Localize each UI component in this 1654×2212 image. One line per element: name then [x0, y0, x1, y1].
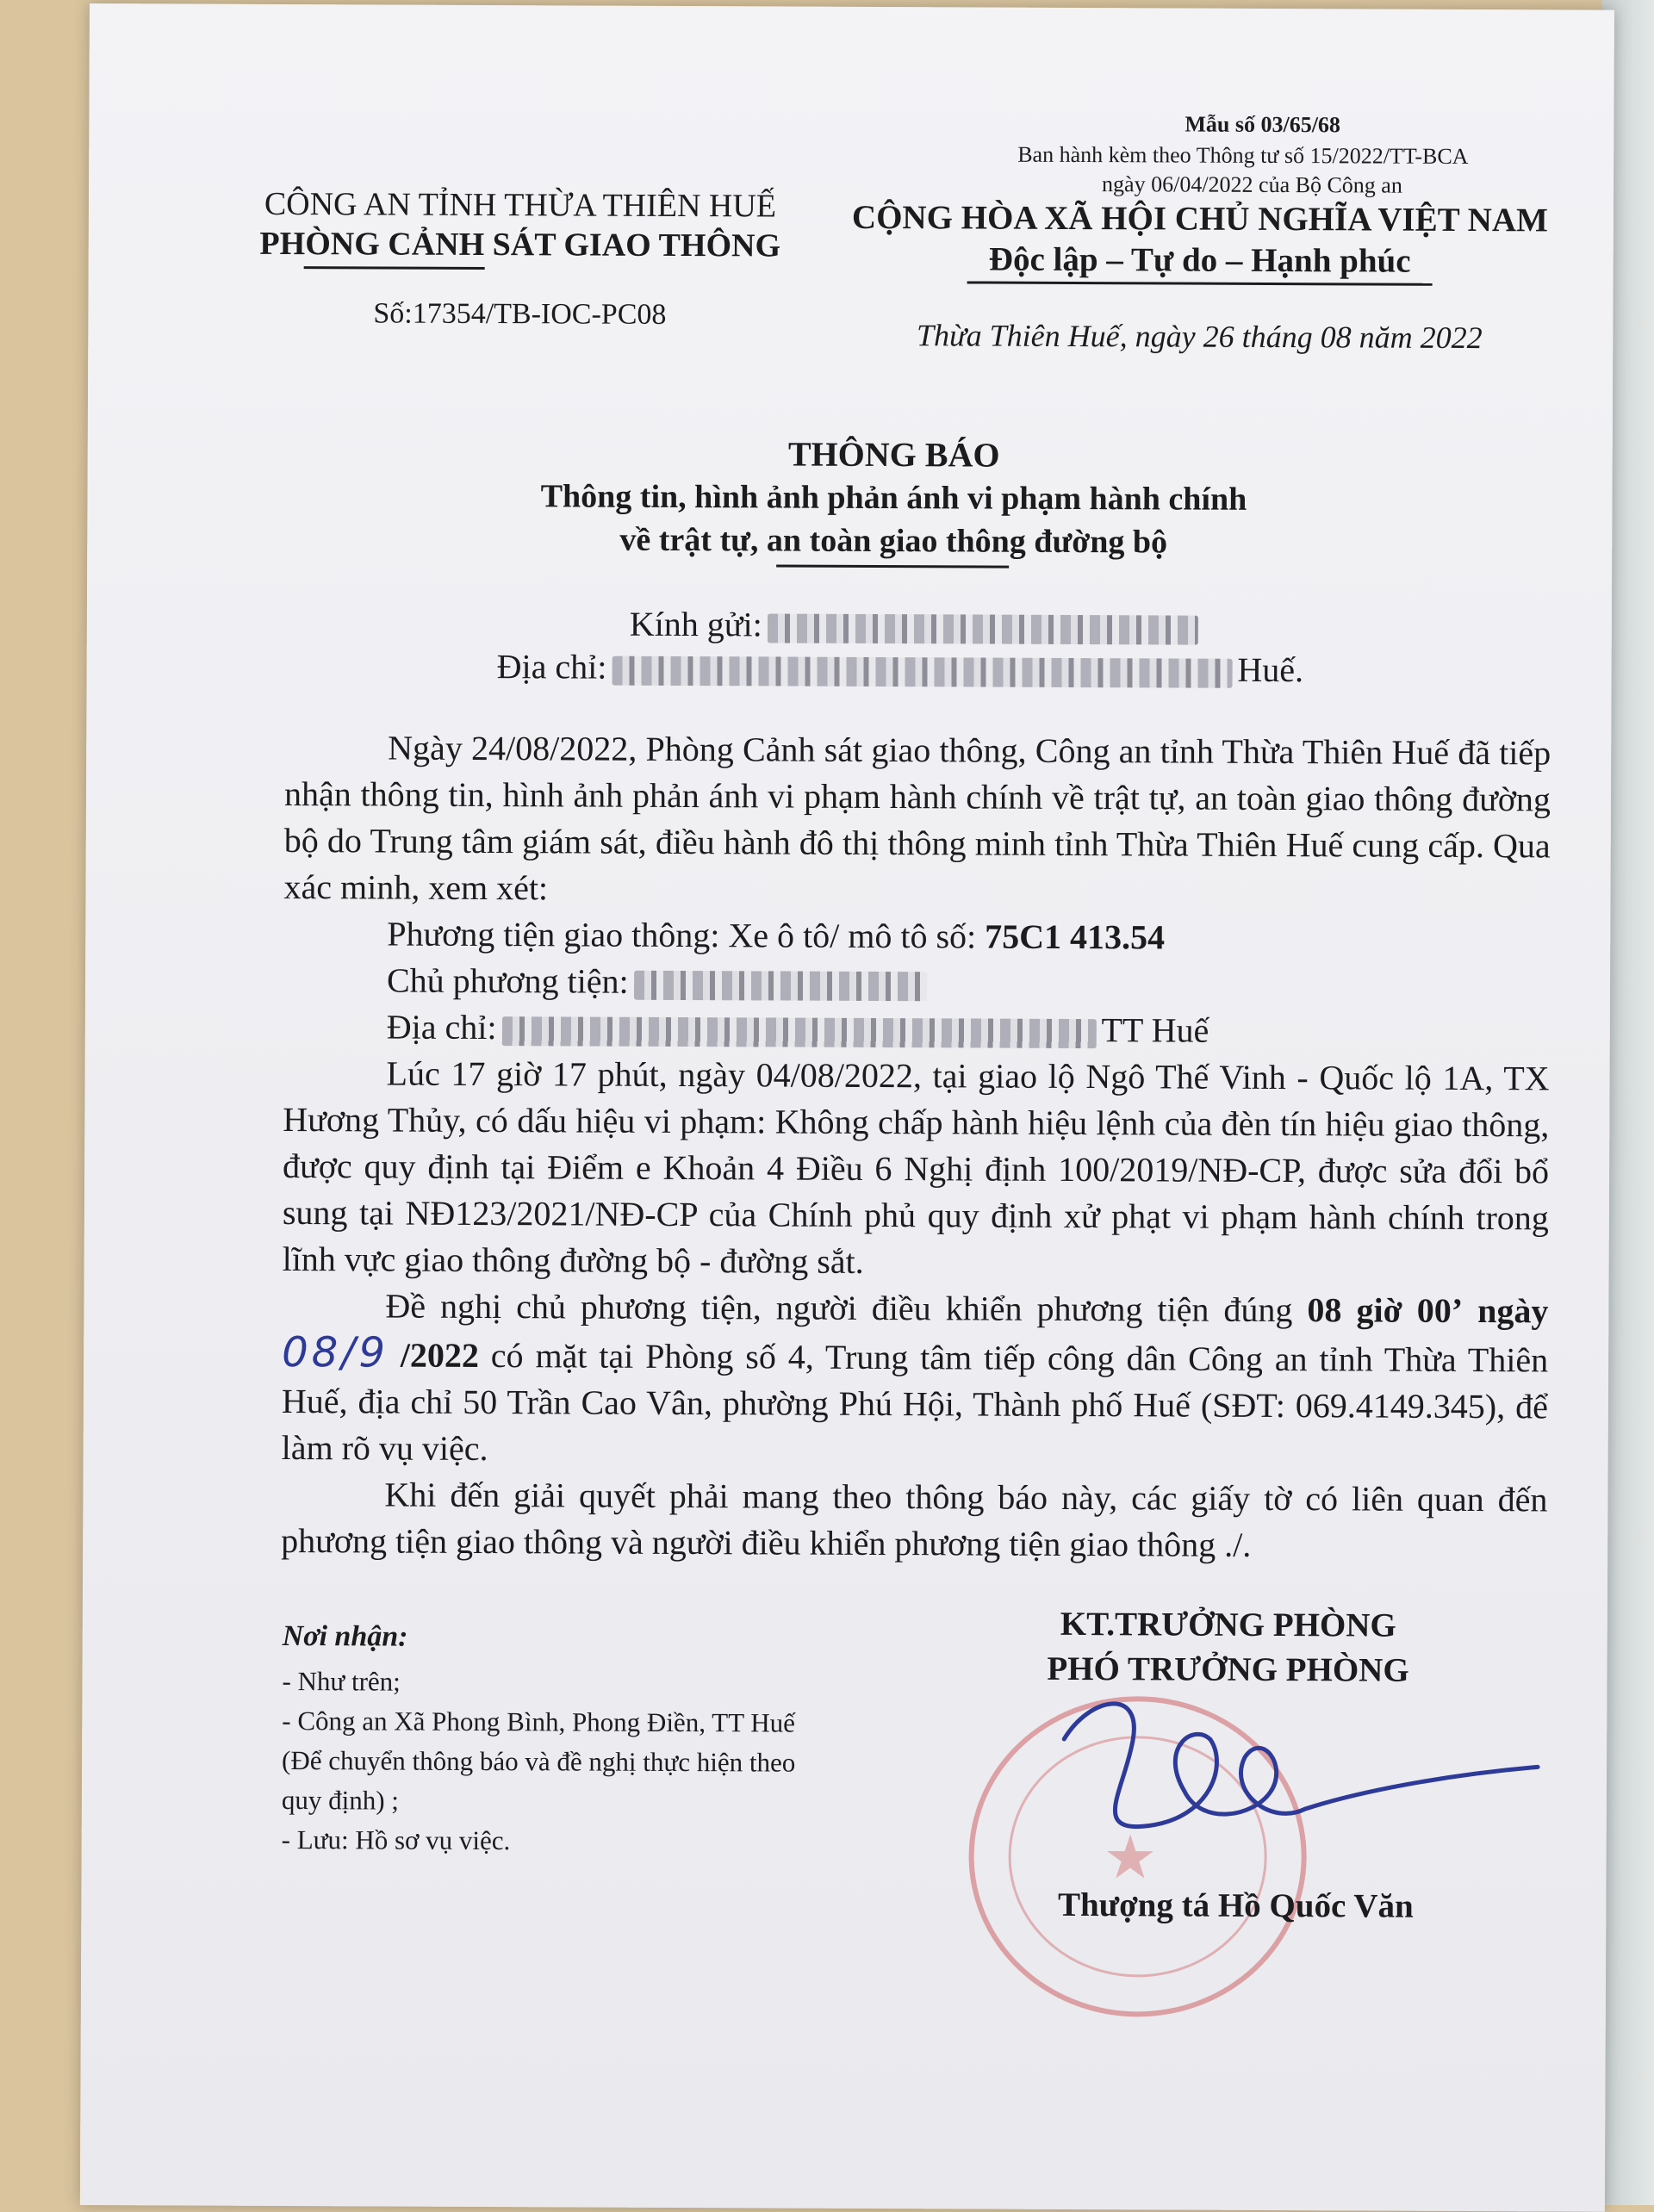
redacted-recipient-address — [612, 656, 1232, 687]
signature-role-2: PHÓ TRƯỞNG PHÒNG — [1047, 1650, 1409, 1689]
stamp-star-icon: ★ — [1103, 1822, 1158, 1893]
vehicle-label: Phương tiện giao thông: Xe ô tô/ mô tô số: — [387, 914, 977, 956]
handwritten-signature — [1012, 1662, 1564, 1871]
agency-parent: CÔNG AN TỈNH THỪA THIÊN HUẾ — [264, 185, 777, 225]
summons-day-label: ngày — [1477, 1291, 1549, 1331]
doc-number: Số:17354/TB-IOC-PC08 — [373, 297, 667, 331]
document-title: THÔNG BÁO — [787, 434, 1000, 475]
recipient-address-line — [497, 646, 1304, 690]
agency-name: PHÒNG CẢNH SÁT GIAO THÔNG — [259, 225, 781, 264]
nation-name: CỘNG HÒA XÃ HỘI CHỦ NGHĨA VIỆT NAM — [851, 198, 1548, 239]
owner-address-suffix: TT Huế — [1101, 1010, 1209, 1050]
owner-address-line — [283, 1003, 1550, 1055]
recipient-label: Kính gửi: — [629, 604, 762, 644]
nation-motto: Độc lập – Tự do – Hạnh phúc — [988, 240, 1411, 280]
form-number: Mẫu số 03/65/68 — [1185, 111, 1341, 138]
paragraph-summons — [282, 1283, 1549, 1476]
document-subtitle-1: Thông tin, hình ảnh phản ánh vi phạm hành chính — [540, 478, 1247, 518]
recipient-address-label: Địa chỉ: — [496, 647, 607, 687]
owner-label: Chủ phương tiện: — [386, 960, 629, 1001]
document-page — [80, 3, 1614, 2212]
recipients-list — [282, 1662, 796, 1862]
owner-line — [283, 957, 1550, 1009]
summons-time: 08 giờ 00’ — [1307, 1290, 1464, 1330]
redacted-owner-name — [634, 971, 927, 1001]
body-section — [281, 724, 1551, 1569]
agency-underline — [304, 266, 485, 270]
paragraph-violation: Lúc 17 giờ 17 phút, ngày 04/08/2022, tại giao lộ Ngô Thế Vinh - Quốc lộ 1A, TX Hương Thủy, có dấu hiệu vi phạm: Không chấp hành hiệu lệnh của đèn tín hiệu giao thông, được quy định tại Điểm e Khoản 4 Điều 6 Nghị định 100/2019/NĐ-CP, được sửa đổi bổ sung tại NĐ123/2021/NĐ-CP của Chính phủ quy định xử phạt vi phạm hành chính trong lĩnh vực giao thông đường bộ - đường sắt. — [282, 1053, 1550, 1281]
owner-address-label: Địa chỉ: — [386, 1007, 497, 1047]
handwritten-date: 08/9 — [282, 1327, 389, 1377]
signature-role-1: KT.TRƯỞNG PHÒNG — [1060, 1605, 1396, 1644]
recipients-item: - Công an Xã Phong Bình, Phong Điền, TT Huế — [282, 1705, 795, 1738]
recipients-item: - Như trên; — [282, 1665, 401, 1697]
motto-underline — [967, 281, 1433, 285]
recipient-line — [630, 604, 1203, 647]
vehicle-line — [283, 910, 1550, 962]
redacted-recipient-name — [768, 613, 1198, 644]
title-underline — [776, 564, 1009, 568]
recipients-item: (Để chuyển thông báo và đề nghị thực hiện theo — [282, 1744, 796, 1778]
summons-start: Đề nghị chủ phương tiện, người điều khiển phương tiện đúng — [385, 1286, 1293, 1330]
document-subtitle-2: về trật tự, an toàn giao thông đường bộ — [619, 521, 1168, 561]
place-date: Thừa Thiên Huế, ngày 26 tháng 08 năm 2022 — [916, 318, 1483, 356]
summons-rest: có mặt tại Phòng số 4, Trung tâm tiếp công dân Công an tỉnh Thừa Thiên Huế, địa chỉ 50 Trần Cao Vân, phường Phú Hội, Thành phố Huế (SĐT: 069.4149.345), để làm rõ vụ việc. — [281, 1336, 1549, 1469]
vehicle-plate: 75C1 413.54 — [985, 916, 1166, 957]
recipients-item: quy định) ; — [281, 1784, 400, 1816]
form-issued-line1: Ban hành kèm theo Thông tư số 15/2022/TT-BCA — [1017, 141, 1469, 169]
paragraph-intro: Ngày 24/08/2022, Phòng Cảnh sát giao thông, Công an tỉnh Thừa Thiên Huế đã tiếp nhận thông tin, hình ảnh phản ánh vi phạm hành chính về trật tự, an toàn giao thông đường bộ do Trung tâm giám sát, điều hành đô thị thông minh tỉnh Thừa Thiên Huế cung cấp. Qua xác minh, xem xét: — [283, 728, 1551, 908]
recipient-address-suffix: Huế. — [1237, 649, 1304, 690]
summons-year: /2022 — [400, 1335, 480, 1375]
signer-name: Thượng tá Hồ Quốc Văn — [1057, 1886, 1414, 1925]
form-issued-line2: ngày 06/04/2022 của Bộ Công an — [1102, 171, 1402, 198]
redacted-owner-address — [501, 1016, 1096, 1048]
paragraph-requirements: Khi đến giải quyết phải mang theo thông báo này, các giấy tờ có liên quan đến phương tiện giao thông và người điều khiển phương tiện giao thông ./. — [281, 1475, 1548, 1564]
recipients-item: - Lưu: Hồ sơ vụ việc. — [281, 1824, 511, 1856]
recipients-heading: Nơi nhận: — [282, 1619, 408, 1653]
